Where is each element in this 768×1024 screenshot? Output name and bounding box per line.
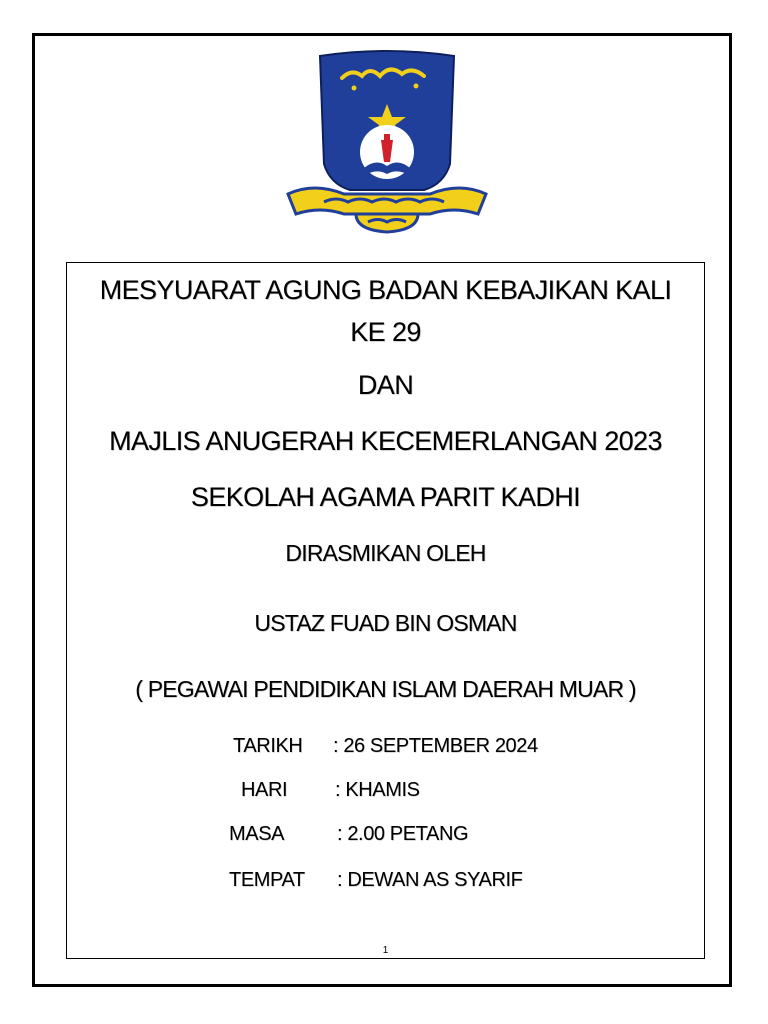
detail-row-venue xyxy=(67,869,704,895)
event-details-box xyxy=(66,262,705,959)
detail-label: TEMPAT xyxy=(229,869,305,891)
detail-value: : 26 SEPTEMBER 2024 xyxy=(333,735,538,757)
page-number: 1 xyxy=(382,945,389,956)
officiator-position: ( PEGAWAI PENDIDIKAN ISLAM DAERAH MUAR ) xyxy=(135,676,636,702)
detail-row-time xyxy=(67,823,704,849)
officiator-name: USTAZ FUAD BIN OSMAN xyxy=(254,610,517,636)
detail-value: : 2.00 PETANG xyxy=(337,823,469,845)
detail-row-day xyxy=(67,779,704,805)
detail-value: : KHAMIS xyxy=(335,779,420,801)
detail-row-date xyxy=(67,735,704,761)
detail-label: HARI xyxy=(241,779,288,801)
title-line-1: MESYUARAT AGUNG BADAN KEBAJIKAN KALI xyxy=(99,275,672,305)
detail-label: MASA xyxy=(229,823,285,845)
school-name: SEKOLAH AGAMA PARIT KADHI xyxy=(190,482,581,512)
officiated-by-label: DIRASMIKAN OLEH xyxy=(285,540,486,566)
conjunction-text: DAN xyxy=(357,370,414,400)
event-title: MAJLIS ANUGERAH KECEMERLANGAN 2023 xyxy=(109,426,662,456)
detail-label: TARIKH xyxy=(233,735,303,757)
school-crest-icon xyxy=(284,44,490,236)
title-line-2: KE 29 xyxy=(350,317,421,347)
detail-value: : DEWAN AS SYARIF xyxy=(337,869,523,891)
